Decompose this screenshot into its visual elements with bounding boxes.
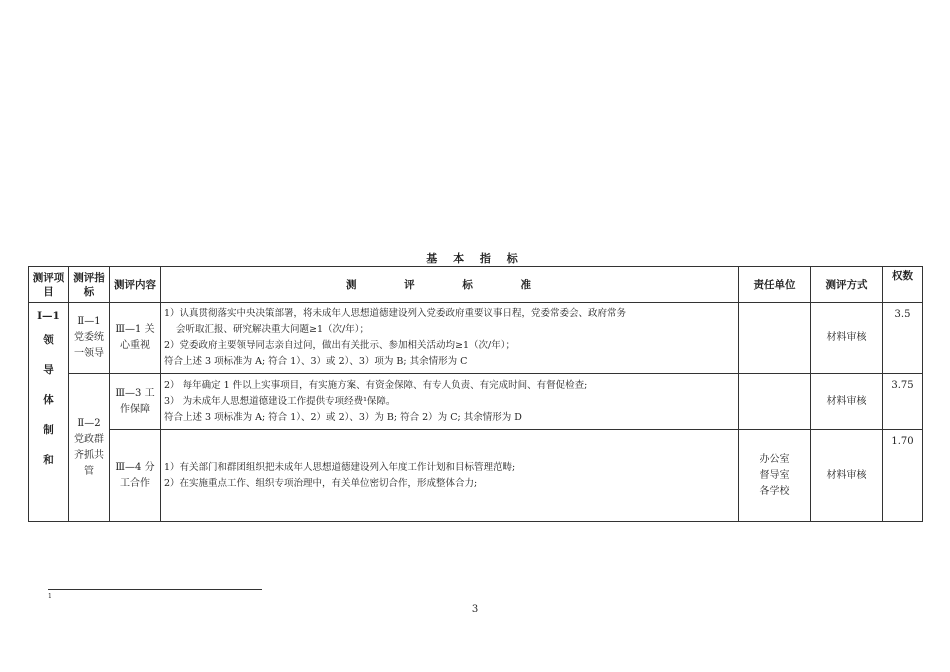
level1-cell xyxy=(29,303,69,522)
standard-line: 3） 为未成年人思想道德建设工作提供专项经费¹保障。 xyxy=(164,395,396,407)
weight-cell: 1.70 xyxy=(883,430,923,522)
header-indicator: 测评指标 xyxy=(69,267,110,303)
unit-cell xyxy=(739,374,811,430)
weight-cell: 3.75 xyxy=(883,374,923,430)
content-cell: Ⅲ—3 工作保障 xyxy=(110,374,161,430)
table-row xyxy=(29,374,923,430)
indicator-cell: Ⅱ—1 党委统一领导 xyxy=(69,303,110,374)
content-cell: Ⅲ—1 关心重视 xyxy=(110,303,161,374)
footnote-separator xyxy=(48,589,262,590)
header-row xyxy=(29,267,923,303)
content-cell: Ⅲ—4 分工合作 xyxy=(110,430,161,522)
method-cell: 材料审核 xyxy=(811,374,883,430)
level1-char: 体 xyxy=(43,394,54,406)
table-row xyxy=(29,303,923,374)
standard-line: 符合上述 3 项标准为 A; 符合 1）、3）或 2）、3）项为 B; 其余情形为 C xyxy=(164,356,468,367)
header-method: 测评方式 xyxy=(811,267,883,303)
unit-cell xyxy=(739,303,811,374)
standard-line: 2） 每年确定 1 件以上实事项目，有实施方案、有资金保障、有专人负责、有完成时间、有督促检查; xyxy=(164,379,588,391)
level1-char: 导 xyxy=(43,364,54,376)
standard-line: 2）党委政府主要领导同志亲自过问，做出有关批示、参加相关活动均≥1（次/年）； xyxy=(164,340,516,351)
standard-line: 会听取汇报、研究解决重大问题≥1（次/年）； xyxy=(176,324,369,335)
level1-char: 领 xyxy=(43,334,54,346)
standard-cell xyxy=(161,430,739,522)
unit-cell: 办公室 督导室 各学校 xyxy=(739,430,811,522)
header-content: 测评内容 xyxy=(110,267,161,303)
table-row xyxy=(29,430,923,522)
level1-code: Ⅰ—1 xyxy=(37,310,60,322)
table-title: 基 本 指 标 xyxy=(426,252,524,265)
footnote-mark: 1 xyxy=(48,593,52,600)
header-item: 测评项目 xyxy=(29,267,69,303)
standard-line: 符合上述 3 项标准为 A; 符合 1）、2）或 2）、3）为 B; 符合 2）为 C; 其余情形为 D xyxy=(164,411,522,423)
indicator-table xyxy=(28,266,923,522)
method-cell: 材料审核 xyxy=(811,430,883,522)
weight-cell: 3.5 xyxy=(883,303,923,374)
standard-cell xyxy=(161,303,739,374)
standard-cell xyxy=(161,374,739,430)
header-weight: 权数 xyxy=(883,267,923,303)
method-cell: 材料审核 xyxy=(811,303,883,374)
indicator-cell: Ⅱ—2 党政群齐抓共管 xyxy=(69,374,110,522)
page-number: 3 xyxy=(471,604,479,615)
level1-char: 制 xyxy=(43,424,54,436)
standard-line: 1）认真贯彻落实中央决策部署，将未成年人思想道德建设列入党委政府重要议事日程，党委常委会、政府常务 xyxy=(164,308,627,319)
level1-char: 和 xyxy=(43,454,54,466)
standard-line: 2）在实施重点工作、组织专项治理中，有关单位密切合作，形成整体合力; xyxy=(164,477,478,489)
header-unit: 责任单位 xyxy=(739,267,811,303)
standard-line: 1）有关部门和群团组织把未成年人思想道德建设列入年度工作计划和目标管理范畴; xyxy=(164,461,516,473)
header-standard: 测 评 标 准 xyxy=(161,267,739,303)
